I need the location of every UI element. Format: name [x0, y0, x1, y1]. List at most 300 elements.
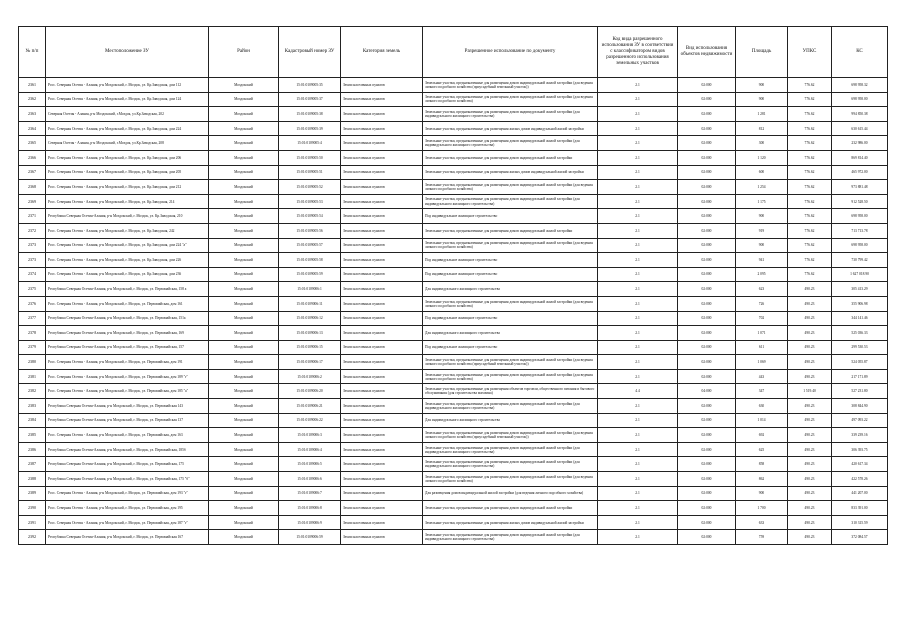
cell-text: 2390	[28, 505, 36, 510]
table-cell	[736, 78, 788, 93]
table-cell	[19, 194, 46, 209]
table-cell	[736, 399, 788, 414]
cell-text: 339 239.16	[851, 433, 868, 437]
table-cell	[279, 413, 341, 428]
cell-text: 490.23	[804, 316, 815, 321]
table-cell	[341, 355, 423, 370]
table-cell	[46, 311, 209, 326]
cell-text: 812	[758, 126, 765, 131]
table-cell	[279, 267, 341, 282]
table-cell	[209, 194, 279, 209]
cell-text: Земельные участки, предназначенные для размещения домов индивидуальной жилой застройки (для ведения личного подсобного хозяйства (приусадебный земельный участок))	[425, 357, 593, 367]
table-cell	[423, 92, 598, 107]
table-cell	[832, 267, 888, 282]
table-cell	[209, 355, 279, 370]
table-cell	[46, 282, 209, 297]
cell-text: Земли населенных пунктов	[343, 403, 385, 408]
table-cell	[832, 180, 888, 195]
cell-text: Росс. Северная Осетия - Алания, р-н Моздокский, г. Моздок, ул. Кр.Заводская, 214	[48, 199, 175, 204]
cell-text: 776.62	[804, 214, 815, 219]
table-cell	[736, 121, 788, 136]
table-cell	[341, 413, 423, 428]
cell-text: 02:000	[701, 111, 712, 116]
table-cell	[832, 209, 888, 224]
table-cell	[736, 267, 788, 282]
table-cell	[678, 165, 736, 180]
table-cell	[423, 267, 598, 282]
cell-text: Моздокский	[234, 491, 253, 496]
table-row	[19, 355, 888, 370]
cell-text: Моздокский	[234, 462, 253, 467]
cell-text: 490.23	[804, 447, 815, 452]
cell-text: 2361	[28, 82, 36, 87]
cell-text: 490.23	[804, 301, 815, 306]
table-cell	[19, 253, 46, 268]
table-cell	[678, 150, 736, 165]
table-cell	[46, 472, 209, 487]
table-cell	[46, 355, 209, 370]
table-cell	[279, 457, 341, 472]
table-row	[19, 121, 888, 136]
cell-text: 344 141.46	[851, 316, 868, 321]
cell-text: 1 175	[757, 199, 766, 204]
cell-text: Земли населенных пунктов	[343, 360, 385, 365]
table-cell	[341, 501, 423, 516]
table-cell	[46, 399, 209, 414]
table-cell	[209, 311, 279, 326]
table-cell	[788, 296, 832, 311]
table-cell	[598, 194, 678, 209]
table-cell	[423, 150, 598, 165]
cell-text: 490.23	[804, 433, 815, 437]
cell-text: 2.1	[635, 228, 640, 233]
cell-text: 776.62	[804, 97, 815, 102]
table-cell	[19, 296, 46, 311]
cell-text: 02:000	[701, 418, 712, 423]
cell-text: 490.23	[804, 505, 815, 510]
column-header: Район	[209, 27, 279, 78]
cell-text: 355 906.98	[851, 301, 868, 306]
table-cell	[341, 515, 423, 530]
cell-text: Земельные участки, предназначенные для размещения домов индивидуальной жилой застройки (для индивидуального жилищного строительства)	[425, 139, 580, 148]
column-header: Кадастровый номер ЗУ	[279, 27, 341, 78]
table-cell	[736, 442, 788, 457]
table-cell	[19, 267, 46, 282]
cell-text: 1 519.40	[803, 389, 816, 394]
cell-text: Земельные участки, предназначенные для размещения жилых домов индивидуальной жилой застройки	[425, 126, 584, 131]
table-cell	[209, 253, 279, 268]
table-cell	[46, 180, 209, 195]
cell-text: 702	[758, 316, 765, 321]
table-cell	[788, 457, 832, 472]
table-cell	[736, 282, 788, 297]
table-cell	[736, 194, 788, 209]
column-header: Код вида разрешенного использования ЗУ в соответствии с классификатором видов разрешенного использования земельных участков	[598, 27, 678, 78]
cell-text: Моздокский	[234, 433, 253, 437]
cell-text: 776.62	[804, 228, 815, 233]
table-cell	[678, 121, 736, 136]
table-cell	[341, 253, 423, 268]
table-cell	[46, 442, 209, 457]
cell-text: Земельные участки, предназначенные для размещения домов индивидуальной жилой застройки (для ведения личного подсобного хозяйства)	[425, 95, 593, 104]
table-cell	[832, 194, 888, 209]
cell-text: 02:000	[701, 287, 712, 292]
table-cell	[678, 369, 736, 384]
table-row	[19, 267, 888, 282]
table-cell	[598, 399, 678, 414]
table-cell	[423, 223, 598, 238]
cell-text: Росс. Северная Осетия - Алания, р-н Моздокский, г. Моздок, ул. Первомайская, дом 161	[48, 301, 183, 306]
cell-text: 15:01:0109005:35	[296, 82, 323, 87]
cell-text: 02:000	[701, 126, 712, 131]
table-cell	[19, 515, 46, 530]
cell-text: 15:01:0109006:6	[297, 476, 322, 481]
table-cell	[832, 457, 888, 472]
table-cell	[209, 515, 279, 530]
cell-text: 2.1	[635, 433, 640, 437]
cell-text: 04:000	[701, 389, 712, 394]
table-row	[19, 209, 888, 224]
cell-text: 633	[758, 520, 765, 525]
table-cell	[598, 413, 678, 428]
table-cell	[46, 253, 209, 268]
table-cell	[678, 194, 736, 209]
table-cell	[832, 442, 888, 457]
table-cell	[598, 92, 678, 107]
cell-text: 15:01:0109005:58	[296, 257, 323, 262]
cell-text: Земельные участки, предназначенные для размещения домов индивидуальной жилой застройки (для индивидуального жилищного строительства)	[425, 109, 580, 118]
table-cell	[788, 267, 832, 282]
table-cell	[832, 238, 888, 253]
cell-text: 490.23	[804, 462, 815, 467]
table-cell	[736, 355, 788, 370]
cell-text: 15:01:0109006:22	[296, 418, 323, 423]
table-cell	[46, 150, 209, 165]
cell-text: 02:000	[701, 184, 712, 189]
cell-text: 776.62	[804, 141, 815, 146]
table-cell	[341, 384, 423, 399]
table-cell	[598, 282, 678, 297]
table-cell	[788, 442, 832, 457]
table-cell	[341, 194, 423, 209]
cell-text: Моздокский	[234, 389, 253, 394]
table-cell	[279, 238, 341, 253]
table-cell	[423, 355, 598, 370]
cell-text: 02:000	[701, 228, 712, 233]
column-header: Местоположение ЗУ	[46, 27, 209, 78]
cell-text: 2.1	[635, 360, 640, 365]
cell-text: Под индивидуальное жилищное строительство	[425, 316, 498, 321]
table-body	[19, 78, 888, 545]
table-cell	[678, 238, 736, 253]
cell-text: Росс. Северная Осетия - Алания, р-н Моздокский, г. Моздок, ул. Кр.Заводская, дом 212	[48, 184, 182, 189]
table-cell	[832, 472, 888, 487]
cell-text: Моздокский	[234, 330, 253, 335]
cell-text: 2365	[28, 141, 36, 146]
cell-text: 15:01:0109006:3	[297, 433, 322, 437]
table-cell	[598, 457, 678, 472]
cell-text: 1 069	[757, 360, 766, 365]
table-cell	[423, 515, 598, 530]
cell-text: 490.23	[804, 287, 815, 292]
table-cell	[832, 515, 888, 530]
table-cell	[19, 223, 46, 238]
table-cell	[279, 384, 341, 399]
cell-text: Земли населенных пунктов	[343, 184, 385, 189]
cell-text: 02:000	[701, 360, 712, 365]
table-cell	[598, 165, 678, 180]
table-cell	[46, 194, 209, 209]
cell-text: Росс. Северная Осетия - Алания, р-н Моздокский, г. Моздок, ул. Кр.Заводская, дом 206	[48, 155, 182, 160]
cell-text: 15:01:0109006:11	[296, 301, 323, 306]
cell-text: Росс. Северная Осетия - Алания, р-н Моздокский, г. Моздок, ул. Первомайская, дом 195	[48, 505, 183, 510]
table-cell	[736, 223, 788, 238]
cell-text: 372 084.57	[851, 535, 868, 540]
table-cell	[341, 296, 423, 311]
cell-text: Земельные участки, предназначенные для размещения домов индивидуальной жилой застройки (для индивидуального жилищного строительства)	[425, 460, 580, 469]
cell-text: 15:01:0109006:1	[297, 287, 322, 292]
table-cell	[832, 326, 888, 341]
cell-text: Республика Северная Осетия-Алания, р-н Моздокский, г. Моздок, ул. Первомайская, 169	[48, 330, 184, 335]
cell-text: Росс. Северная Осетия - Алания, р-н Моздокский, г. Моздок, ул. Кр.Заводская, дом 226	[48, 257, 182, 262]
cell-text: Республика Северная Осетия-Алания, р-н Моздокский, г. Моздок, ул. Первомайская 143	[48, 403, 184, 408]
cell-text: 730 799.42	[851, 257, 868, 262]
cell-text: 2.1	[635, 272, 640, 277]
table-cell	[788, 121, 832, 136]
cell-text: 919	[758, 228, 765, 233]
cell-text: 15:01:0109005:50	[296, 155, 323, 160]
table-cell	[598, 107, 678, 122]
cell-text: 776.62	[804, 126, 815, 131]
cell-text: 2380	[28, 360, 36, 365]
table-cell	[423, 282, 598, 297]
table-cell	[788, 107, 832, 122]
table-row	[19, 150, 888, 165]
table-cell	[19, 326, 46, 341]
table-cell	[46, 457, 209, 472]
table-cell	[46, 413, 209, 428]
cell-text: 15:01:0109006:13	[296, 330, 323, 335]
table-cell	[678, 428, 736, 443]
table-cell	[46, 486, 209, 501]
table-cell	[279, 340, 341, 355]
table-row	[19, 78, 888, 93]
table-row	[19, 311, 888, 326]
table-cell	[209, 501, 279, 516]
cell-text: 347	[758, 389, 765, 394]
table-cell	[46, 326, 209, 341]
table-cell	[678, 253, 736, 268]
table-cell	[279, 282, 341, 297]
cell-text: 900	[758, 243, 765, 248]
cell-text: 02:000	[701, 535, 712, 540]
table-cell	[209, 78, 279, 93]
table-cell	[788, 515, 832, 530]
cadastral-table	[18, 26, 888, 545]
cell-text: 776.62	[804, 257, 815, 262]
table-cell	[209, 296, 279, 311]
cell-text: Под индивидуальное жилищное строительство	[425, 257, 498, 262]
cell-text: Земли населенных пунктов	[343, 330, 385, 335]
cell-text: 2367	[28, 170, 36, 175]
cell-text: 2.1	[635, 257, 640, 262]
table-cell	[678, 472, 736, 487]
table-row	[19, 515, 888, 530]
table-cell	[598, 428, 678, 443]
table-cell	[832, 384, 888, 399]
cell-text: 2364	[28, 126, 36, 131]
table-row	[19, 413, 888, 428]
table-cell	[19, 78, 46, 93]
table-cell	[209, 165, 279, 180]
cell-text: 15:01:0109005:51	[296, 170, 323, 175]
table-row	[19, 238, 888, 253]
table-cell	[19, 428, 46, 443]
cell-text: Земли населенных пунктов	[343, 126, 385, 131]
cell-text: Земли населенных пунктов	[343, 155, 385, 160]
table-cell	[678, 399, 736, 414]
cell-text: Земельные участки, предназначенные для размещения домов индивидуальной жилой застройки (для индивидуального жилищного строительства)	[425, 533, 580, 542]
table-cell	[209, 282, 279, 297]
table-cell	[788, 209, 832, 224]
column-header: № п/п	[19, 27, 46, 78]
table-cell	[832, 136, 888, 151]
table-cell	[598, 238, 678, 253]
cell-text: Земли населенных пунктов	[343, 447, 385, 452]
column-header: Вид использования объектов недвижимости	[678, 27, 736, 78]
cell-text: Земли населенных пунктов	[343, 316, 385, 321]
cell-text: 15:01:0109005:56	[296, 228, 323, 233]
cell-text: Земли населенных пунктов	[343, 433, 385, 437]
cell-text: Для индивидуального жилищного строительства	[425, 418, 500, 423]
cell-text: Земли населенных пунктов	[343, 97, 385, 102]
column-header: КС	[832, 27, 888, 78]
table-cell	[423, 107, 598, 122]
table-cell	[279, 326, 341, 341]
cell-text: 15:01:0109005:59	[296, 272, 323, 277]
cell-text: 02:000	[701, 345, 712, 350]
table-cell	[598, 296, 678, 311]
table-cell	[788, 355, 832, 370]
cell-text: 15:01:0109006:7	[297, 491, 322, 496]
cell-text: Моздокский	[234, 82, 253, 87]
cell-text: 759	[758, 535, 765, 540]
table-cell	[598, 209, 678, 224]
table-cell	[46, 223, 209, 238]
table-cell	[341, 369, 423, 384]
table-cell	[209, 209, 279, 224]
cell-text: 2.1	[635, 316, 640, 321]
cell-text: Моздокский	[234, 228, 253, 233]
table-cell	[598, 384, 678, 399]
cell-text: Республика Северная Осетия-Алания, р-н Моздокский, г. Моздок, ул. Первомайская, 185б	[48, 447, 186, 452]
table-cell	[598, 136, 678, 151]
table-cell	[279, 78, 341, 93]
cell-text: 1 254	[757, 184, 766, 189]
table-cell	[832, 253, 888, 268]
cell-text: Для размещения домов индивидуальной жилой застройки (для ведения личного подсобного хозяйства)	[425, 491, 584, 496]
table-cell	[788, 428, 832, 443]
table-cell	[19, 121, 46, 136]
table-cell	[598, 223, 678, 238]
cell-text: 2.1	[635, 155, 640, 160]
table-cell	[46, 78, 209, 93]
cell-text: Земли населенных пунктов	[343, 111, 385, 116]
cell-text: 2.1	[635, 126, 640, 131]
cell-text: Земли населенных пунктов	[343, 535, 385, 540]
table-cell	[46, 501, 209, 516]
table-cell	[832, 165, 888, 180]
cell-text: Моздокский	[234, 272, 253, 277]
table-cell	[788, 238, 832, 253]
cell-text: 1 071	[757, 330, 766, 335]
cell-text: 2378	[28, 330, 36, 335]
cell-text: 525 036.33	[851, 330, 868, 335]
table-cell	[678, 442, 736, 457]
table-cell	[19, 384, 46, 399]
table-cell	[788, 253, 832, 268]
table-cell	[46, 515, 209, 530]
cell-text: 1 627 018.90	[850, 272, 869, 277]
cell-text: 2.1	[635, 184, 640, 189]
table-cell	[423, 180, 598, 195]
cell-text: 2391	[28, 520, 36, 525]
cell-text: Земельные участки, предназначенные для размещения жилых домов индивидуальной жилой застройки	[425, 170, 584, 175]
cell-text: 02:000	[701, 374, 712, 379]
table-cell	[736, 238, 788, 253]
cell-text: Росс. Северная Осетия - Алания, р-н Моздокский, г. Моздок, ул. Кр.Заводская, 242	[48, 228, 175, 233]
cell-text: 2362	[28, 97, 36, 102]
table-cell	[678, 384, 736, 399]
cell-text: Республика Северная Осетия-Алания, р-н Моздокский, г. Моздок, ул. Первомайская, 175 "б"	[48, 476, 190, 481]
table-cell	[279, 311, 341, 326]
table-cell	[832, 107, 888, 122]
table-cell	[678, 296, 736, 311]
table-cell	[423, 428, 598, 443]
table-cell	[598, 442, 678, 457]
table-cell	[19, 311, 46, 326]
cell-text: 490.23	[804, 345, 815, 350]
cell-text: 2.1	[635, 243, 640, 248]
cell-text: 217 171.89	[851, 374, 868, 379]
cell-text: 2.1	[635, 301, 640, 306]
table-cell	[19, 369, 46, 384]
cell-text: 2.1	[635, 82, 640, 87]
table-cell	[423, 238, 598, 253]
cell-text: 600	[758, 170, 765, 175]
table-cell	[832, 282, 888, 297]
cell-text: Земельные участки, предназначенные для размещения домов индивидуальной жилой застройки	[425, 228, 573, 233]
table-cell	[788, 340, 832, 355]
cell-text: Росс. Северная Осетия - Алания, р-н Моздокский, г. Моздок, ул. Первомайская, дом 191	[48, 360, 183, 365]
cell-text: 306 393.75	[851, 447, 868, 452]
cell-text: 623	[758, 287, 765, 292]
cell-text: Республика Северная Осетия-Алания, р-н Моздокский, г. Моздок, ул. Первомайская, 151а	[48, 316, 186, 321]
cell-text: Моздокский	[234, 301, 253, 306]
cell-text: 490.23	[804, 520, 815, 525]
table-cell	[19, 530, 46, 545]
cell-text: 490.23	[804, 374, 815, 379]
table-cell	[19, 472, 46, 487]
table-cell	[788, 180, 832, 195]
cell-text: 02:000	[701, 505, 712, 510]
cell-text: 232 986.00	[851, 141, 868, 146]
table-cell	[788, 326, 832, 341]
table-cell	[341, 180, 423, 195]
table-row	[19, 223, 888, 238]
cell-text: 900	[758, 97, 765, 102]
table-cell	[423, 486, 598, 501]
